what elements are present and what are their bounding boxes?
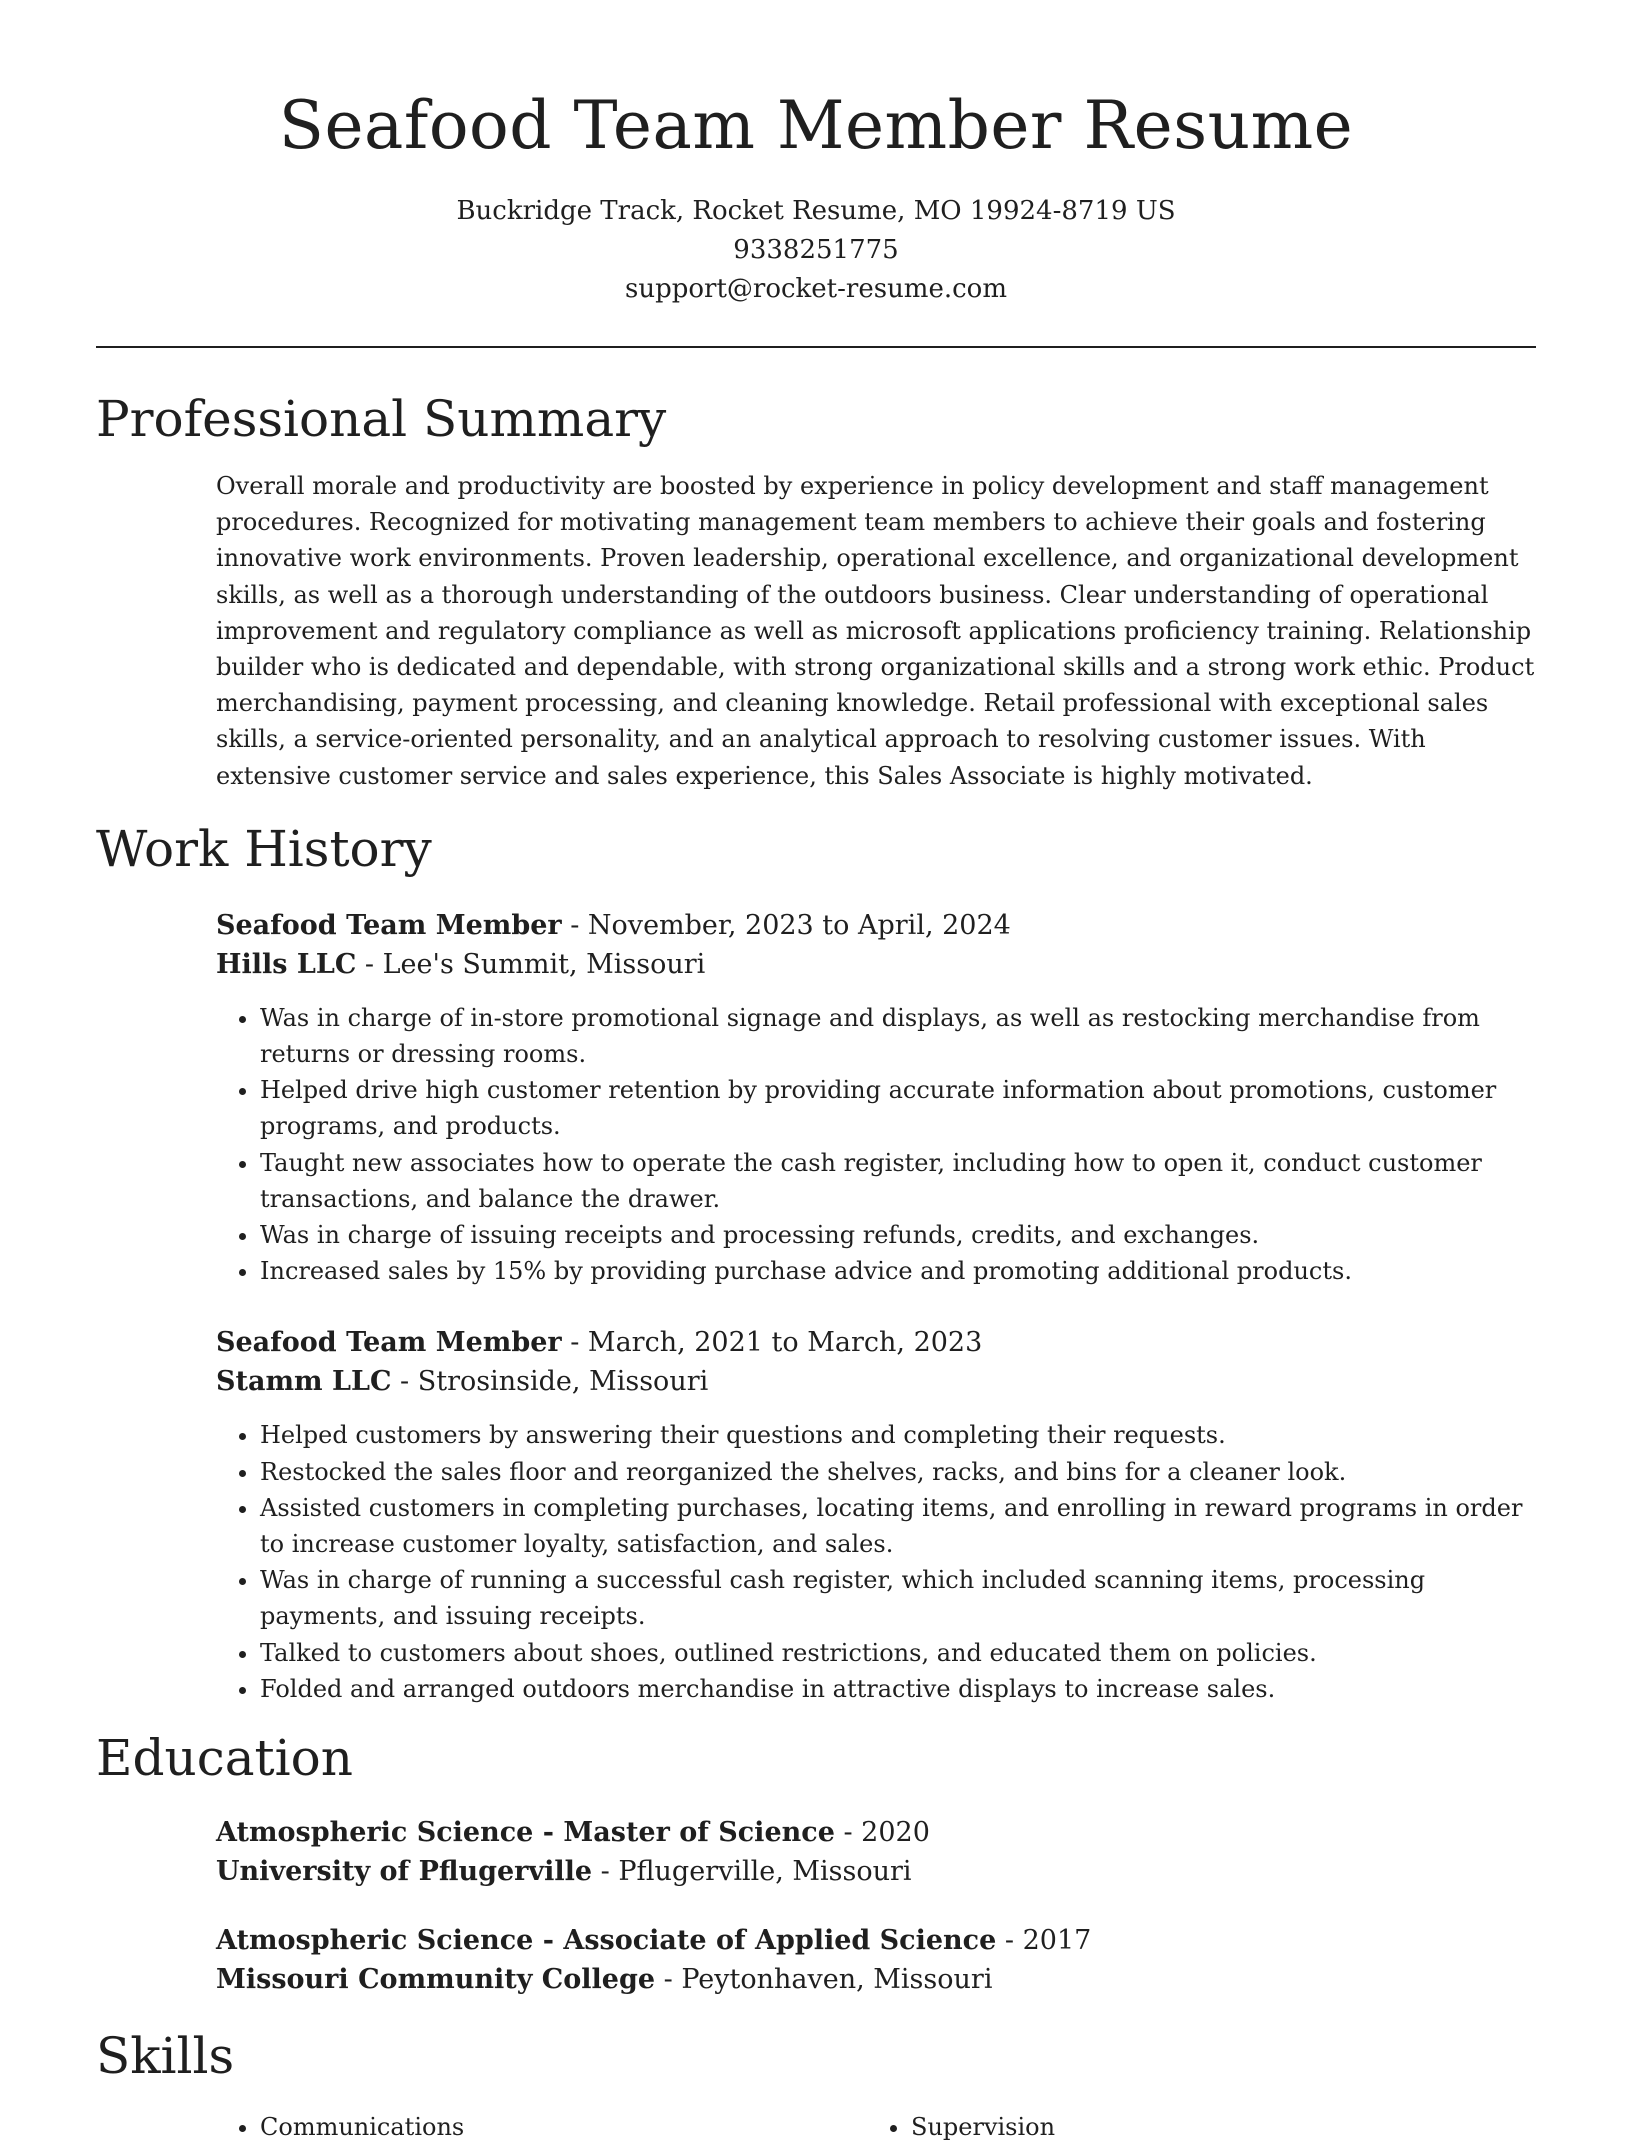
skills-column-left (216, 2109, 867, 2145)
work-history-heading: Work History (96, 819, 432, 878)
education-location: - Peytonhaven, Missouri (655, 1964, 993, 1996)
job-role: Seafood Team Member (216, 1327, 562, 1359)
education-field: Atmospheric Science (216, 1925, 534, 1957)
contact-address: Buckridge Track, Rocket Resume, MO 19924-8719 US (456, 196, 1176, 226)
education-entry (216, 1813, 1536, 1891)
education-entry (216, 1921, 1536, 1999)
summary-text: Overall morale and productivity are boosted by experience in policy development and staff management procedures. Recognized for motivating management team members to achieve their goals and fostering innovative work environments. Proven leadership, operational excellence, and organizational development skills, as well as a thorough understanding of the outdoors business. Clear understanding of operational improvement and regulatory compliance as well as microsoft applications proficiency training. Relationship builder who is dedicated and dependable, with strong organizational skills and a strong work ethic. Product merchandising, payment processing, and cleaning knowledge. Retail professional with exceptional sales skills, a service-oriented personality, and an analytical approach to resolving customer issues. With extensive customer service and sales experience, this Sales Associate is highly motivated. (216, 472, 1535, 790)
job-dates: - November, 2023 to April, 2024 (561, 909, 1011, 941)
education-school-line (216, 1960, 1536, 1999)
list-item: • Increased sales by 15% by providing purchase advice and promoting additional products. (260, 1253, 1536, 1289)
list-item: • Folded and arranged outdoors merchandise in attractive displays to increase sales. (260, 1671, 1536, 1707)
job-location: - Strosinside, Missouri (391, 1366, 709, 1398)
skills-heading: Skills (96, 2027, 235, 2086)
education-year: - 2017 (996, 1925, 1092, 1957)
job-company: Hills LLC (216, 948, 357, 980)
resume-page (96, 0, 1536, 2145)
education-field: Atmospheric Science (216, 1817, 534, 1849)
education-heading: Education (96, 1729, 353, 1788)
resume-title: Seafood Team Member Resume (278, 87, 1354, 164)
header-divider (96, 346, 1536, 348)
summary-heading: Professional Summary (96, 390, 667, 448)
education-school: Missouri Community College (216, 1964, 656, 1996)
education-degree: - Associate of Applied Science (533, 1925, 997, 1957)
list-item: • Was in charge of in-store promotional signage and displays, as well as restocking merchandise from returns or dressing rooms. (260, 1000, 1536, 1072)
education-degree-line (216, 1813, 1536, 1852)
education-school: University of Pflugerville (216, 1856, 593, 1888)
list-item: • Was in charge of issuing receipts and processing refunds, credits, and exchanges. (260, 1217, 1536, 1253)
skill-item: • Communications (260, 2109, 867, 2145)
job-company: Stamm LLC (216, 1366, 392, 1398)
job-company-line (216, 1362, 1536, 1401)
job-duties-list (216, 1417, 1536, 1707)
list-item: • Restocked the sales floor and reorganized the shelves, racks, and bins for a cleaner look. (260, 1454, 1536, 1490)
job-role: Seafood Team Member (216, 909, 562, 941)
job-duties-list (216, 1000, 1536, 1290)
education-school-line (216, 1852, 1536, 1891)
job-dates: - March, 2021 to March, 2023 (561, 1327, 983, 1359)
education-year: - 2020 (834, 1817, 930, 1849)
list-item: • Taught new associates how to operate the cash register, including how to open it, conduct customer transactions, and balance the drawer. (260, 1145, 1536, 1217)
job-entry (216, 1323, 1536, 1707)
job-entry (216, 906, 1536, 1290)
job-location: - Lee's Summit, Missouri (356, 948, 706, 980)
job-title-line (216, 1323, 1536, 1362)
education-location: - Pflugerville, Missouri (592, 1856, 912, 1888)
list-item: • Was in charge of running a successful cash register, which included scanning items, processing payments, and issuing receipts. (260, 1562, 1536, 1634)
education-degree-line (216, 1921, 1536, 1960)
list-item: • Helped customers by answering their questions and completing their requests. (260, 1417, 1536, 1453)
education-degree: - Master of Science (533, 1817, 835, 1849)
skill-item: • Supervision (911, 2109, 1467, 2145)
list-item: • Talked to customers about shoes, outlined restrictions, and educated them on policies. (260, 1635, 1536, 1671)
contact-block (96, 192, 1536, 309)
contact-phone: 9338251775 (733, 235, 899, 265)
list-item: • Assisted customers in completing purchases, locating items, and enrolling in reward programs in order to increase customer loyalty, satisfaction, and sales. (260, 1490, 1536, 1562)
list-item: • Helped drive high customer retention by providing accurate information about promotions, customer programs, and products. (260, 1072, 1536, 1144)
job-company-line (216, 945, 1536, 984)
job-title-line (216, 906, 1536, 945)
skills-column-right (867, 2109, 1467, 2145)
contact-email: support@rocket-resume.com (624, 274, 1007, 304)
skills-grid (216, 2109, 1536, 2145)
